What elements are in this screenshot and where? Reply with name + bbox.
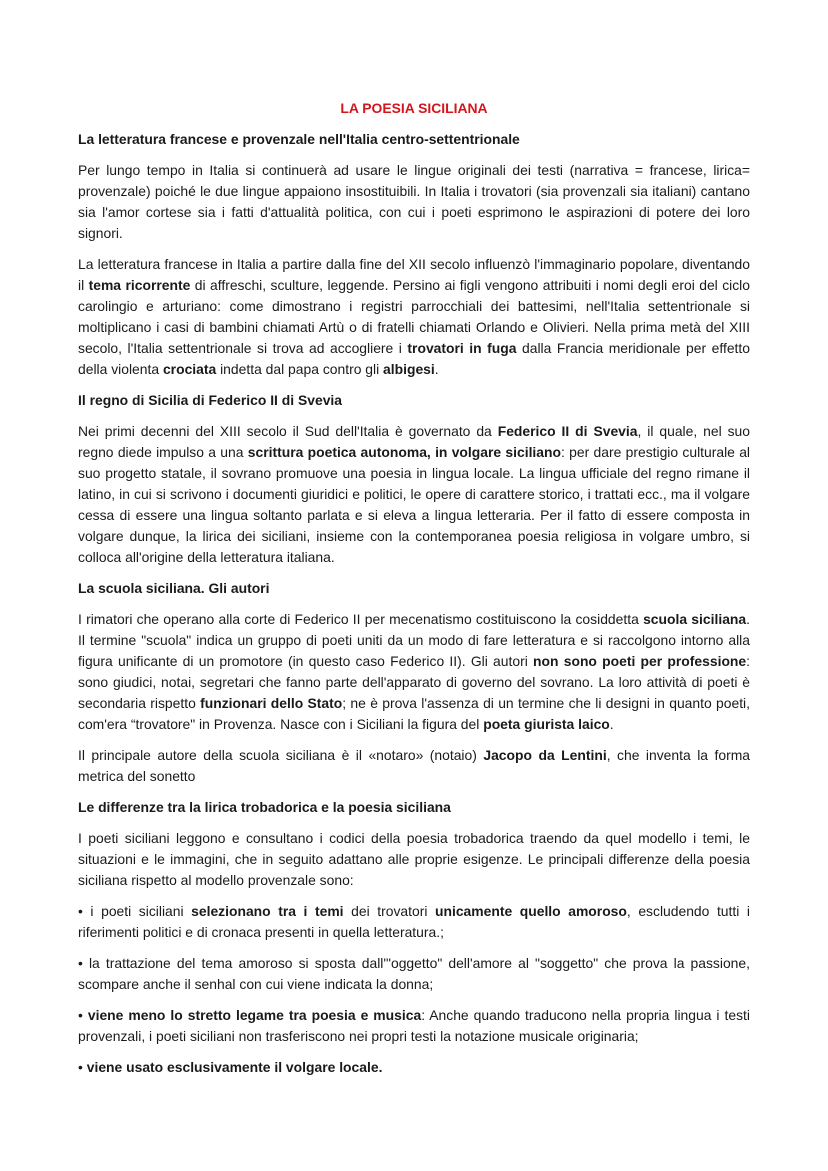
text-run: : Anche quando traducono nella propria lingua i testi provenzali, i poeti siciliani non trasferiscono nei propri testi la notazione musicale originaria; bbox=[78, 1007, 750, 1044]
text-run: I rimatori che operano alla corte di Federico II per mecenatismo costituiscono la cosiddetta bbox=[78, 611, 644, 627]
section-heading: Il regno di Sicilia di Federico II di Svevia bbox=[78, 392, 343, 408]
paragraph bbox=[78, 1057, 750, 1078]
text-run: ; ne è prova l'assenza di un termine che li designi in quanto poeti, com'era “trovatore" in Provenza. Nasce con i Siciliani la figura del bbox=[78, 695, 750, 732]
text-run: . bbox=[609, 716, 614, 732]
paragraph bbox=[78, 828, 750, 891]
section-heading: La scuola siciliana. Gli autori bbox=[78, 580, 270, 596]
section-heading: Le differenze tra la lirica trobadorica e la poesia siciliana bbox=[78, 799, 451, 815]
text-run: I poeti siciliani leggono e consultano i codici della poesia trobadorica traendo da quel modello i temi, le situazioni e le immagini, che in seguito adattano alle proprie esigenze. Le principali differenze della poesia siciliana rispetto al modello provenzale sono: bbox=[78, 830, 750, 888]
bold-text: viene meno lo stretto legame tra poesia e musica bbox=[87, 1007, 422, 1023]
bold-text: Federico II di Svevia bbox=[497, 423, 638, 439]
text-run: Il principale autore della scuola siciliana è il «notaro» (notaio) bbox=[78, 747, 484, 763]
text-run: , escludendo tutti i riferimenti politici e di cronaca presenti in quella letteratura.; bbox=[78, 903, 750, 940]
bold-text: Jacopo da Lentini bbox=[483, 747, 607, 763]
text-run: . bbox=[434, 361, 439, 377]
document-title: LA POESIA SICILIANA bbox=[340, 100, 488, 116]
paragraph bbox=[78, 421, 750, 568]
text-run: • bbox=[78, 1059, 87, 1075]
bold-text: selezionano tra i temi bbox=[191, 903, 344, 919]
bold-text: poeta giurista laico bbox=[483, 716, 610, 732]
paragraph bbox=[78, 953, 750, 995]
bold-text: crociata bbox=[162, 361, 217, 377]
document-body bbox=[78, 129, 750, 1078]
paragraph bbox=[78, 160, 750, 244]
bold-text: viene usato esclusivamente il volgare locale. bbox=[86, 1059, 383, 1075]
text-run: • bbox=[78, 1007, 88, 1023]
text-run: dalla Francia meridionale per effetto della violenta bbox=[78, 340, 750, 377]
paragraph bbox=[78, 901, 750, 943]
text-run: La letteratura francese in Italia a partire dalla fine del XII secolo influenzò l'immaginario popolare, diventando il bbox=[78, 256, 750, 293]
text-run: , che inventa la forma metrica del sonetto bbox=[78, 747, 750, 784]
bold-text: non sono poeti per professione bbox=[533, 653, 747, 669]
paragraph bbox=[78, 745, 750, 787]
bold-text: albigesi bbox=[383, 361, 435, 377]
text-run: di affreschi, sculture, leggende. Persino ai figli vengono attribuiti i nomi degli eroi del ciclo carolingio e arturiano: come dimostrano i registri parrocchiali dei battesimi, nell'Italia settentrionale si moltiplicano i casi di bambini chiamati Artù o di fratelli chiamati Orlando e Olivieri. Nella prima metà del XIII secolo, l'Italia settentrionale si trova ad accogliere i bbox=[78, 277, 750, 356]
text-run: , il quale, nel suo regno diede impulso a una bbox=[78, 423, 751, 460]
text-run: . Il termine "scuola" indica un gruppo di poeti uniti da un modo di fare letteratura e si raccolgono intorno alla figura unificante di un promotore (in questo caso Federico II). Gli autori bbox=[78, 611, 750, 669]
bold-text: tema ricorrente bbox=[88, 277, 191, 293]
paragraph bbox=[78, 1005, 750, 1047]
bold-text: scuola siciliana bbox=[643, 611, 747, 627]
text-run: dei trovatori bbox=[343, 903, 435, 919]
text-run: : per dare prestigio culturale al suo progetto statale, il sovrano promuove una poesia in lingua locale. La lingua ufficiale del regno rimane il latino, in cui si scrivono i documenti giuridici e politici, le opere di carattere storico, i trattati ecc., ma il volgare cessa di essere una lingua soltanto parlata e si eleva a lingua letteraria. Per il fatto di essere composta in volgare dunque, la lirica dei siciliani, insieme con la contemporanea poesia religiosa in volgare umbro, si colloca all'origine della letteratura italiana. bbox=[78, 444, 751, 565]
text-run: • i poeti siciliani bbox=[78, 903, 192, 919]
text-run: : sono giudici, notai, segretari che fanno parte dell'apparato di governo del sovrano. La loro attività di poeti è secondaria rispetto bbox=[78, 653, 751, 711]
paragraph bbox=[78, 254, 750, 380]
text-run: • la trattazione del tema amoroso si sposta dall'"oggetto" dell'amore al "soggetto" che prova la passione, scompare anche il senhal con cui viene indicata la donna; bbox=[78, 955, 750, 992]
bold-text: funzionari dello Stato bbox=[200, 695, 343, 711]
text-run: indetta dal papa contro gli bbox=[216, 361, 384, 377]
text-run: Nei primi decenni del XIII secolo il Sud dell'Italia è governato da bbox=[78, 423, 498, 439]
bold-text: scrittura poetica autonoma, in volgare siciliano bbox=[247, 444, 561, 460]
paragraph bbox=[78, 609, 750, 735]
bold-text: unicamente quello amoroso bbox=[434, 903, 627, 919]
text-run: Per lungo tempo in Italia si continuerà ad usare le lingue originali dei testi (narrativa = francese, lirica= provenzale) poiché le due lingue appaiono insostituibili. In Italia i trovatori (sia provenzali sia italiani) cantano sia l'amor cortese sia i fatti d'attualità politica, con cui i poeti esprimono le aspirazioni di potere dei loro signori. bbox=[78, 162, 750, 241]
bold-text: trovatori in fuga bbox=[407, 340, 517, 356]
section-heading: La letteratura francese e provenzale nell'Italia centro-settentrionale bbox=[78, 131, 520, 147]
